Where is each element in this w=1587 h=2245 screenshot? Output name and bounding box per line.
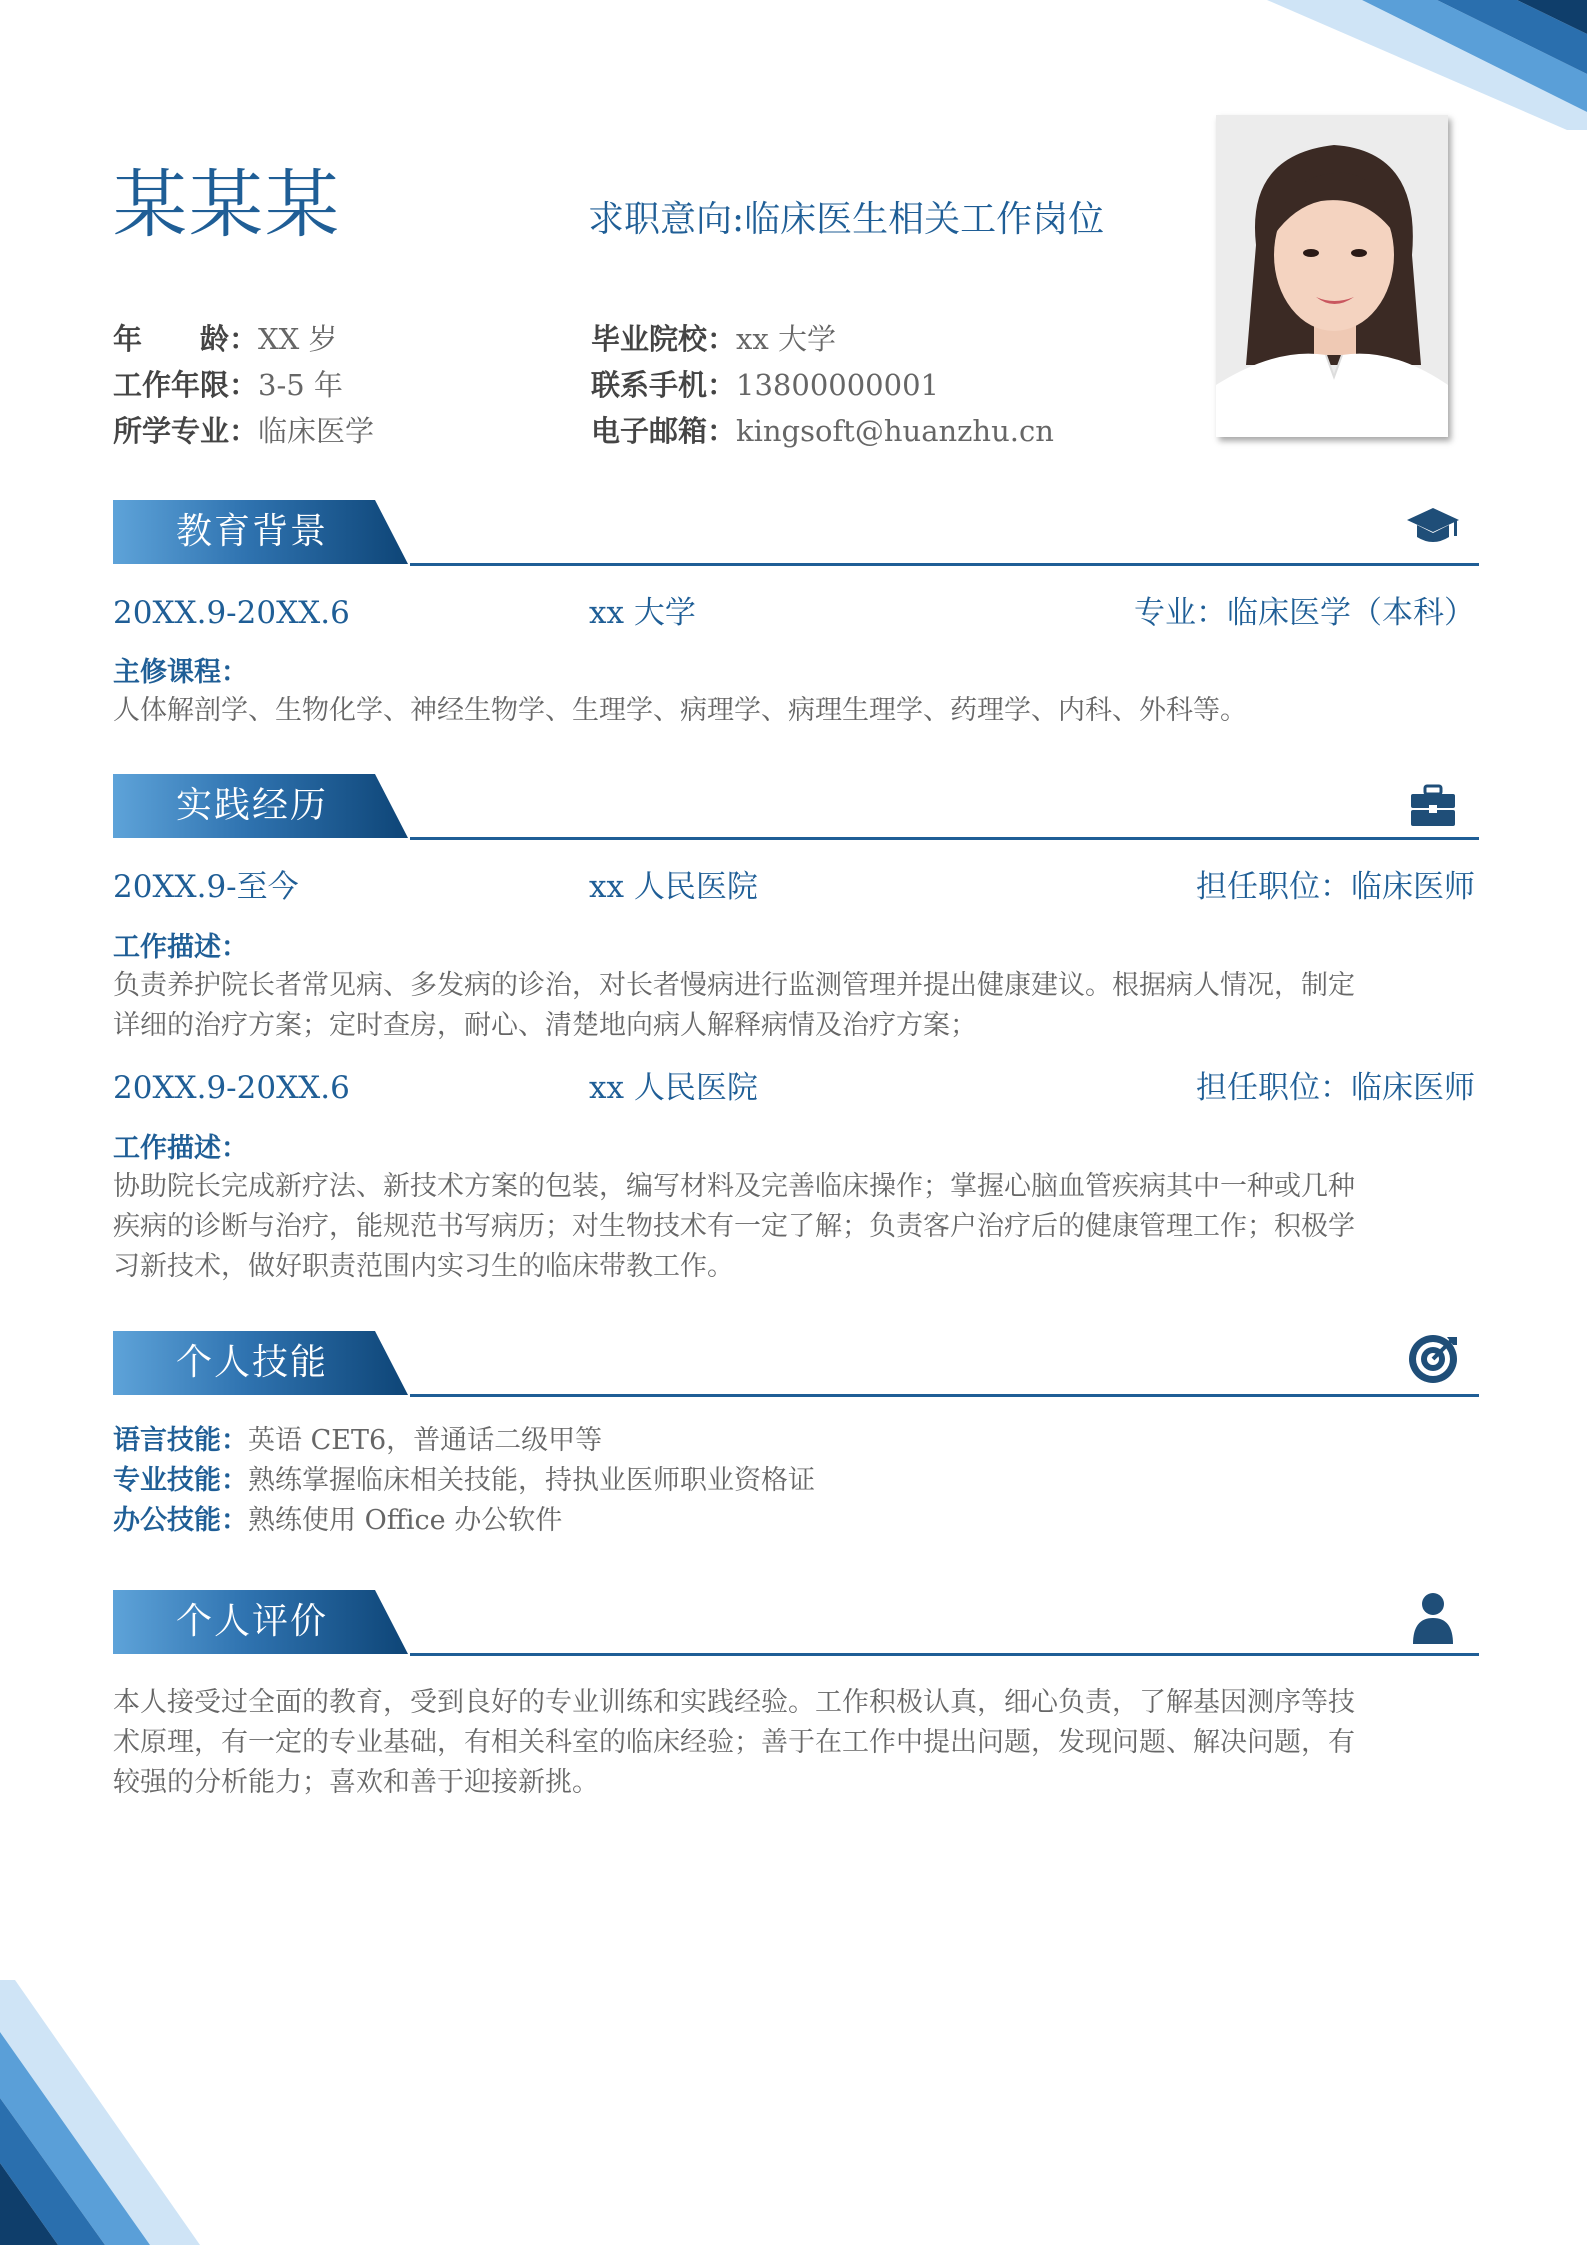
text-line: 详细的治疗方案；定时查房，耐心、清楚地向病人解释病情及治疗方案； xyxy=(113,1010,977,1041)
work-desc-label: 工作描述： xyxy=(113,1133,248,1164)
basic-info-right xyxy=(591,316,1054,454)
section-title: 教育背景 xyxy=(176,511,329,552)
candidate-name: 某某某 xyxy=(113,162,341,248)
info-value: XX 岁 xyxy=(258,322,338,356)
target-icon xyxy=(1405,1331,1461,1387)
info-label: 毕业院校： xyxy=(591,322,737,356)
job-objective xyxy=(588,199,1105,240)
skill-item xyxy=(113,1421,815,1461)
section-divider xyxy=(410,1653,1479,1656)
briefcase-icon xyxy=(1405,778,1461,834)
section-divider xyxy=(410,837,1479,840)
section-divider xyxy=(410,563,1479,566)
section-experience-header xyxy=(113,774,1479,844)
skill-value: 熟练使用 Office 办公软件 xyxy=(248,1505,563,1536)
section-skills-header xyxy=(113,1331,1479,1401)
section-title: 实践经历 xyxy=(176,785,329,826)
info-label: 所学专业： xyxy=(113,414,259,448)
skill-label: 办公技能： xyxy=(113,1505,248,1536)
info-row-major xyxy=(113,408,374,454)
info-value: 临床医学 xyxy=(258,414,375,448)
skill-item xyxy=(113,1501,815,1541)
skills-list xyxy=(113,1421,815,1541)
person-icon xyxy=(1405,1590,1461,1646)
skill-label: 专业技能： xyxy=(113,1465,248,1496)
top-right-corner-decoration xyxy=(1267,0,1587,130)
basic-info-left xyxy=(113,316,374,454)
experience-role: 担任职位：临床医师 xyxy=(1196,1070,1475,1106)
experience-org: xx 人民医院 xyxy=(589,1070,758,1106)
skill-item xyxy=(113,1461,815,1501)
info-label: 电子邮箱： xyxy=(591,414,737,448)
profile-photo xyxy=(1216,115,1448,437)
section-education-header xyxy=(113,500,1479,570)
experience-role: 担任职位：临床医师 xyxy=(1196,869,1475,905)
skill-value: 英语 CET6，普通话二级甲等 xyxy=(248,1425,603,1456)
info-value: xx 大学 xyxy=(736,322,836,356)
info-label: 工作年限： xyxy=(113,368,259,402)
education-period: 20XX.9-20XX.6 xyxy=(113,595,350,631)
evaluation-text xyxy=(113,1683,1468,1803)
info-row-email xyxy=(591,408,1054,454)
info-label: 年 龄： xyxy=(113,322,259,356)
text-line: 负责养护院长者常见病、多发病的诊治，对长者慢病进行监测管理并提出健康建议。根据病人情况，制定 xyxy=(113,970,1355,1001)
experience-period: 20XX.9-至今 xyxy=(113,869,299,905)
work-desc-text xyxy=(113,966,1468,1046)
info-row-experience xyxy=(113,362,374,408)
portrait-illustration xyxy=(1216,115,1448,437)
section-title: 个人评价 xyxy=(176,1601,329,1642)
text-line: 协助院长完成新疗法、新技术方案的包装，编写材料及完善临床操作；掌握心脑血管疾病其中一种或几种 xyxy=(113,1171,1355,1202)
text-line: 习新技术，做好职责范围内实习生的临床带教工作。 xyxy=(113,1251,734,1282)
info-value: kingsoft@huanzhu.cn xyxy=(736,414,1054,448)
education-school: xx 大学 xyxy=(589,595,696,631)
experience-org: xx 人民医院 xyxy=(589,869,758,905)
info-row-phone xyxy=(591,362,1054,408)
work-desc-text xyxy=(113,1167,1468,1287)
info-row-age xyxy=(113,316,374,362)
text-line: 疾病的诊断与治疗，能规范书写病历；对生物技术有一定了解；负责客户治疗后的健康管理工作；积极学 xyxy=(113,1211,1355,1242)
courses-label: 主修课程： xyxy=(113,657,248,688)
work-desc-label: 工作描述： xyxy=(113,932,248,963)
info-label: 联系手机： xyxy=(591,368,737,402)
info-row-school xyxy=(591,316,1054,362)
section-evaluation-header xyxy=(113,1590,1479,1660)
info-value: 3-5 年 xyxy=(258,368,343,402)
objective-label: 求职意向: xyxy=(588,199,745,240)
objective-value: 临床医生相关工作岗位 xyxy=(744,199,1105,240)
education-major: 专业：临床医学（本科） xyxy=(1134,595,1475,631)
section-divider xyxy=(410,1394,1479,1397)
courses-text: 人体解剖学、生物化学、神经生物学、生理学、病理学、病理生理学、药理学、内科、外科等。 xyxy=(113,695,1247,726)
graduation-cap-icon xyxy=(1405,500,1461,556)
skill-label: 语言技能： xyxy=(113,1425,248,1456)
section-title: 个人技能 xyxy=(176,1342,329,1383)
text-line: 较强的分析能力；喜欢和善于迎接新挑。 xyxy=(113,1767,599,1798)
text-line: 术原理，有一定的专业基础，有相关科室的临床经验；善于在工作中提出问题，发现问题、解决问题，有 xyxy=(113,1727,1355,1758)
skill-value: 熟练掌握临床相关技能，持执业医师职业资格证 xyxy=(248,1465,815,1496)
experience-period: 20XX.9-20XX.6 xyxy=(113,1070,350,1106)
text-line: 本人接受过全面的教育，受到良好的专业训练和实践经验。工作积极认真，细心负责，了解基因测序等技 xyxy=(113,1687,1355,1718)
info-value: 13800000001 xyxy=(736,368,939,402)
bottom-left-corner-decoration xyxy=(0,1980,200,2245)
